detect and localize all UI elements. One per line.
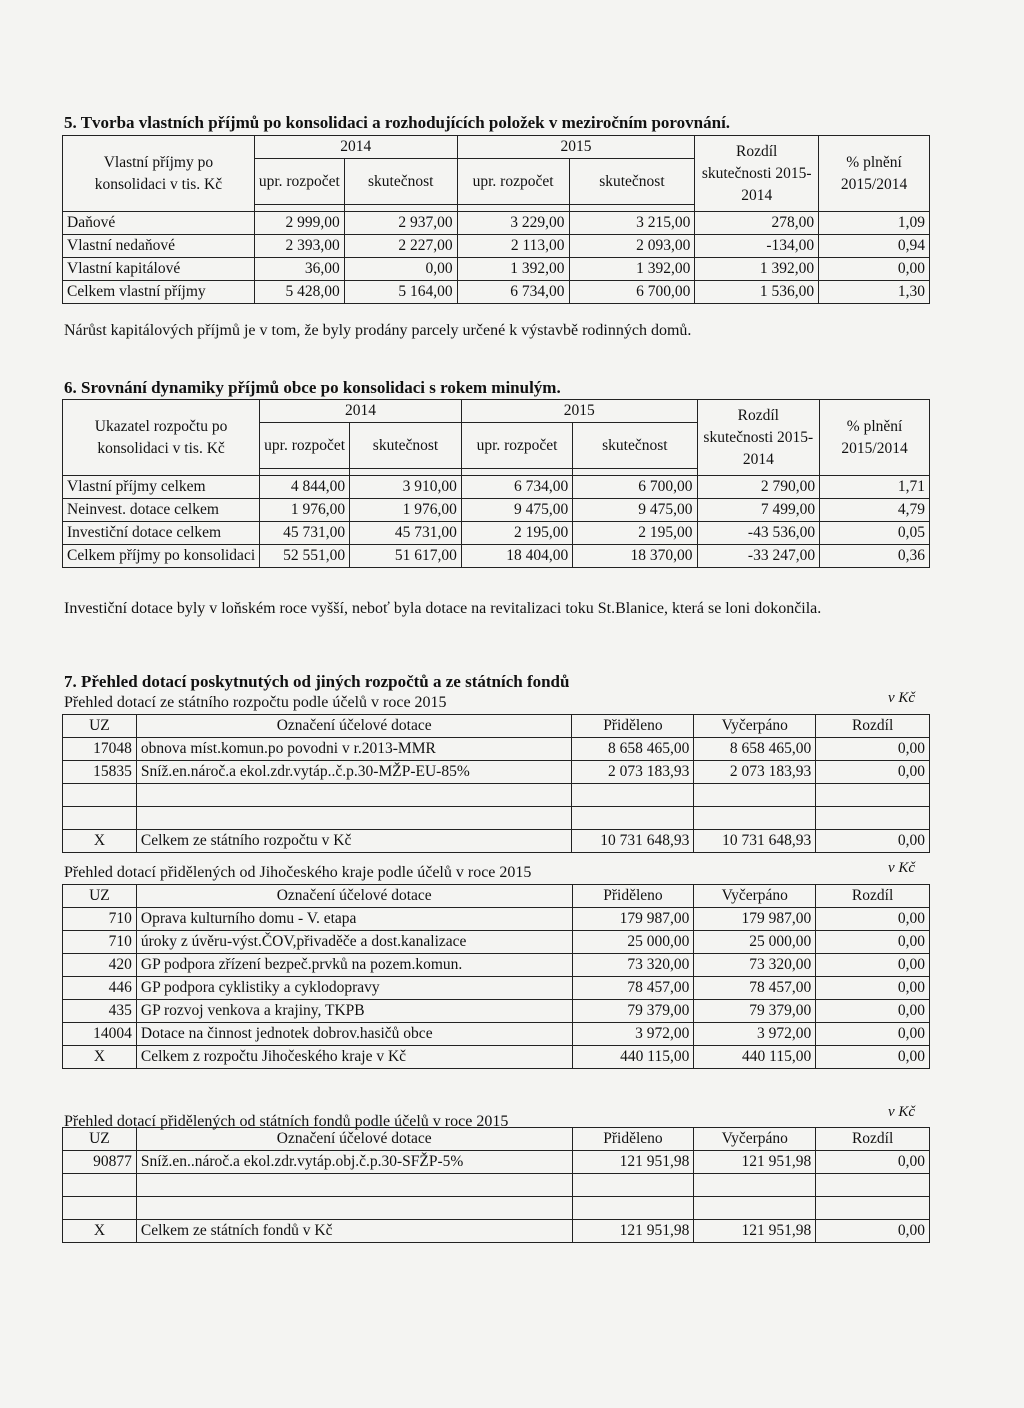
table-row (63, 908, 930, 931)
header-vycerpano: Vyčerpáno (694, 715, 816, 738)
row-value: 4 844,00 (260, 476, 350, 499)
row-value: 1 536,00 (695, 281, 819, 304)
row-value: 2 093,00 (569, 235, 695, 258)
t2-unit: v Kč (888, 860, 916, 876)
row-uz: 15835 (63, 761, 137, 784)
t1-caption: Přehled dotací ze státního rozpočtu podle účelů v roce 2015 (64, 694, 447, 711)
total-rozdil: 0,00 (816, 1046, 930, 1069)
s6-header-rozdil: Rozdíl skutečnosti 2015-2014 (697, 400, 820, 476)
row-uz: 17048 (63, 738, 137, 761)
row-value: 2 227,00 (344, 235, 457, 258)
row-name: Dotace na činnost jednotek dobrov.hasičů obce (136, 1023, 572, 1046)
row-rozdil: 0,00 (816, 761, 930, 784)
row-label: Celkem příjmy po konsolidaci (63, 545, 260, 568)
section-5-title: 5. Tvorba vlastních příjmů po konsolidaci a rozhodujících položek v meziročním porovnání. (64, 113, 731, 132)
table-row (63, 522, 930, 545)
row-name: úroky z úvěru-výst.ČOV,přivaděče a dost.kanalizace (136, 931, 572, 954)
section-5-table (62, 135, 930, 304)
row-value: 1,71 (820, 476, 930, 499)
table-row (63, 1151, 930, 1174)
header-rozdil: Rozdíl (816, 885, 930, 908)
row-value: 0,00 (819, 258, 930, 281)
header-vycerpano: Vyčerpáno (694, 1128, 816, 1151)
row-value: 5 428,00 (254, 281, 344, 304)
row-label: Neinvest. dotace celkem (63, 499, 260, 522)
s6-header-2014: 2014 (260, 400, 462, 423)
row-vycerpano: 121 951,98 (694, 1151, 816, 1174)
section-7-title: 7. Přehled dotací poskytnutých od jiných rozpočtů a ze státních fondů (64, 672, 570, 691)
total-uz: X (63, 830, 137, 853)
total-uz: X (63, 1220, 137, 1243)
row-name: Sníž.en..nároč.a ekol.zdr.vytáp.obj.č.p.30-SFŽP-5% (136, 1151, 572, 1174)
row-uz: 435 (63, 1000, 137, 1023)
s5-header-upr-2015: upr. rozpočet (457, 159, 569, 205)
row-value: 3 229,00 (457, 212, 569, 235)
total-vycerpano: 121 951,98 (694, 1220, 816, 1243)
row-name: obnova míst.komun.po povodni v r.2013-MMR (136, 738, 572, 761)
table-header (63, 715, 930, 738)
s5-header-rozdil: Rozdíl skutečnosti 2015-2014 (695, 136, 819, 212)
row-prideleno: 121 951,98 (572, 1151, 694, 1174)
s6-header-upr-2014: upr. rozpočet (260, 423, 350, 469)
table-row (63, 977, 930, 1000)
row-value: 5 164,00 (344, 281, 457, 304)
row-rozdil: 0,00 (816, 738, 930, 761)
table-row (63, 281, 930, 304)
total-row (63, 1046, 930, 1069)
state-funds-table (62, 1127, 930, 1243)
section-6-note: Investiční dotace byly v loňském roce vyšší, neboť byla dotace na revitalizaci toku St.Blanice, která se loni dokončila. (64, 600, 822, 617)
header-uz: UZ (63, 885, 137, 908)
empty-row (63, 784, 930, 807)
row-uz: 710 (63, 908, 137, 931)
row-value: 45 731,00 (260, 522, 350, 545)
s6-header-plneni: % plnění 2015/2014 (820, 400, 930, 476)
row-label: Celkem vlastní příjmy (63, 281, 255, 304)
total-name: Celkem z rozpočtu Jihočeského kraje v Kč (136, 1046, 572, 1069)
row-value: 1 392,00 (569, 258, 695, 281)
row-value: 2 195,00 (461, 522, 572, 545)
s5-header-plneni: % plnění 2015/2014 (819, 136, 930, 212)
s6-header-skut-2015: skutečnost (573, 423, 697, 469)
row-prideleno: 2 073 183,93 (572, 761, 694, 784)
total-vycerpano: 10 731 648,93 (694, 830, 816, 853)
t1-unit: v Kč (888, 690, 916, 706)
table-row (63, 761, 930, 784)
row-value: 6 700,00 (573, 476, 697, 499)
row-rozdil: 0,00 (816, 1000, 930, 1023)
row-value: 278,00 (695, 212, 819, 235)
row-value: 3 910,00 (350, 476, 462, 499)
row-uz: 14004 (63, 1023, 137, 1046)
row-prideleno: 3 972,00 (572, 1023, 694, 1046)
header-oznaceni: Označení účelové dotace (136, 885, 572, 908)
row-prideleno: 25 000,00 (572, 931, 694, 954)
empty-row (63, 807, 930, 830)
header-uz: UZ (63, 715, 137, 738)
row-value: 2 393,00 (254, 235, 344, 258)
region-table (62, 884, 930, 1069)
total-vycerpano: 440 115,00 (694, 1046, 816, 1069)
row-value: 36,00 (254, 258, 344, 281)
table-row (63, 476, 930, 499)
row-rozdil: 0,00 (816, 1023, 930, 1046)
total-row (63, 1220, 930, 1243)
total-prideleno: 121 951,98 (572, 1220, 694, 1243)
row-vycerpano: 2 073 183,93 (694, 761, 816, 784)
row-prideleno: 179 987,00 (572, 908, 694, 931)
row-value: 6 734,00 (461, 476, 572, 499)
table-row (63, 212, 930, 235)
row-value: 2 999,00 (254, 212, 344, 235)
s6-header-label: Ukazatel rozpočtu po konsolidaci v tis. Kč (63, 400, 260, 476)
table-row (63, 1000, 930, 1023)
s5-header-upr-2014: upr. rozpočet (254, 159, 344, 205)
row-label: Vlastní nedaňové (63, 235, 255, 258)
total-prideleno: 440 115,00 (572, 1046, 694, 1069)
s5-header-2015: 2015 (457, 136, 695, 159)
header-oznaceni: Označení účelové dotace (136, 715, 572, 738)
table-row (63, 1023, 930, 1046)
row-value: 0,00 (344, 258, 457, 281)
row-value: 51 617,00 (350, 545, 462, 568)
row-value: 18 404,00 (461, 545, 572, 568)
s5-header-skut-2015: skutečnost (569, 159, 695, 205)
row-vycerpano: 8 658 465,00 (694, 738, 816, 761)
total-name: Celkem ze státního rozpočtu v Kč (136, 830, 572, 853)
row-value: 0,05 (820, 522, 930, 545)
table-row (63, 738, 930, 761)
section-6-title: 6. Srovnání dynamiky příjmů obce po konsolidaci s rokem minulým. (64, 378, 561, 397)
total-row (63, 830, 930, 853)
section-5-note: Nárůst kapitálových příjmů je v tom, že byly prodány parcely určené k výstavbě rodinných domů. (64, 322, 692, 339)
s5-header-skut-2014: skutečnost (344, 159, 457, 205)
row-vycerpano: 78 457,00 (694, 977, 816, 1000)
table-row (63, 954, 930, 977)
row-value: 1 976,00 (260, 499, 350, 522)
row-value: 9 475,00 (461, 499, 572, 522)
row-uz: 710 (63, 931, 137, 954)
state-budget-table (62, 714, 930, 853)
row-name: GP podpora zřízení bezpeč.prvků na pozem.komun. (136, 954, 572, 977)
table-row (63, 931, 930, 954)
header-uz: UZ (63, 1128, 137, 1151)
row-uz: 420 (63, 954, 137, 977)
row-name: Sníž.en.nároč.a ekol.zdr.vytáp..č.p.30-MŽP-EU-85% (136, 761, 572, 784)
row-rozdil: 0,00 (816, 977, 930, 1000)
empty-row (63, 1174, 930, 1197)
section-6-table (62, 399, 930, 568)
row-uz: 446 (63, 977, 137, 1000)
row-value: 1 392,00 (457, 258, 569, 281)
row-value: -33 247,00 (697, 545, 820, 568)
header-rozdil: Rozdíl (816, 715, 930, 738)
row-value: -134,00 (695, 235, 819, 258)
row-name: GP podpora cyklistiky a cyklodopravy (136, 977, 572, 1000)
table-row (63, 235, 930, 258)
row-value: 45 731,00 (350, 522, 462, 545)
row-prideleno: 79 379,00 (572, 1000, 694, 1023)
row-value: 3 215,00 (569, 212, 695, 235)
header-vycerpano: Vyčerpáno (694, 885, 816, 908)
row-name: GP rozvoj venkova a krajiny, TKPB (136, 1000, 572, 1023)
s6-header-skut-2014: skutečnost (350, 423, 462, 469)
row-vycerpano: 3 972,00 (694, 1023, 816, 1046)
row-value: 1 976,00 (350, 499, 462, 522)
row-label: Daňové (63, 212, 255, 235)
s6-header-2015: 2015 (461, 400, 697, 423)
row-value: 1,30 (819, 281, 930, 304)
row-prideleno: 8 658 465,00 (572, 738, 694, 761)
t3-unit: v Kč (888, 1104, 916, 1120)
row-value: 6 734,00 (457, 281, 569, 304)
total-uz: X (63, 1046, 137, 1069)
s6-header-upr-2015: upr. rozpočet (461, 423, 572, 469)
row-rozdil: 0,00 (816, 908, 930, 931)
table-row (63, 258, 930, 281)
total-rozdil: 0,00 (816, 830, 930, 853)
row-rozdil: 0,00 (816, 931, 930, 954)
table-row (63, 499, 930, 522)
table-header (63, 1128, 930, 1151)
row-value: 52 551,00 (260, 545, 350, 568)
row-vycerpano: 25 000,00 (694, 931, 816, 954)
s5-header-2014: 2014 (254, 136, 457, 159)
row-label: Investiční dotace celkem (63, 522, 260, 545)
row-label: Vlastní příjmy celkem (63, 476, 260, 499)
table-header (63, 885, 930, 908)
row-vycerpano: 179 987,00 (694, 908, 816, 931)
row-rozdil: 0,00 (816, 954, 930, 977)
header-prideleno: Přiděleno (572, 885, 694, 908)
table-row (63, 545, 930, 568)
row-value: 7 499,00 (697, 499, 820, 522)
row-vycerpano: 73 320,00 (694, 954, 816, 977)
row-value: 2 195,00 (573, 522, 697, 545)
row-value: 0,94 (819, 235, 930, 258)
row-value: 0,36 (820, 545, 930, 568)
total-name: Celkem ze státních fondů v Kč (136, 1220, 572, 1243)
row-label: Vlastní kapitálové (63, 258, 255, 281)
row-value: 6 700,00 (569, 281, 695, 304)
row-prideleno: 73 320,00 (572, 954, 694, 977)
t2-caption: Přehled dotací přidělených od Jihočeského kraje podle účelů v roce 2015 (64, 864, 532, 881)
row-value: 2 113,00 (457, 235, 569, 258)
header-prideleno: Přiděleno (572, 1128, 694, 1151)
row-vycerpano: 79 379,00 (694, 1000, 816, 1023)
t3-caption: Přehled dotací přidělených od státních fondů podle účelů v roce 2015 (64, 1113, 509, 1130)
row-prideleno: 78 457,00 (572, 977, 694, 1000)
row-value: 18 370,00 (573, 545, 697, 568)
row-value: 9 475,00 (573, 499, 697, 522)
row-value: -43 536,00 (697, 522, 820, 545)
row-value: 1,09 (819, 212, 930, 235)
total-prideleno: 10 731 648,93 (572, 830, 694, 853)
row-name: Oprava kulturního domu - V. etapa (136, 908, 572, 931)
row-value: 4,79 (820, 499, 930, 522)
row-value: 1 392,00 (695, 258, 819, 281)
row-uz: 90877 (63, 1151, 137, 1174)
header-oznaceni: Označení účelové dotace (136, 1128, 572, 1151)
header-rozdil: Rozdíl (816, 1128, 930, 1151)
row-rozdil: 0,00 (816, 1151, 930, 1174)
row-value: 2 937,00 (344, 212, 457, 235)
s5-header-label: Vlastní příjmy po konsolidaci v tis. Kč (63, 136, 255, 212)
row-value: 2 790,00 (697, 476, 820, 499)
empty-row (63, 1197, 930, 1220)
total-rozdil: 0,00 (816, 1220, 930, 1243)
header-prideleno: Přiděleno (572, 715, 694, 738)
